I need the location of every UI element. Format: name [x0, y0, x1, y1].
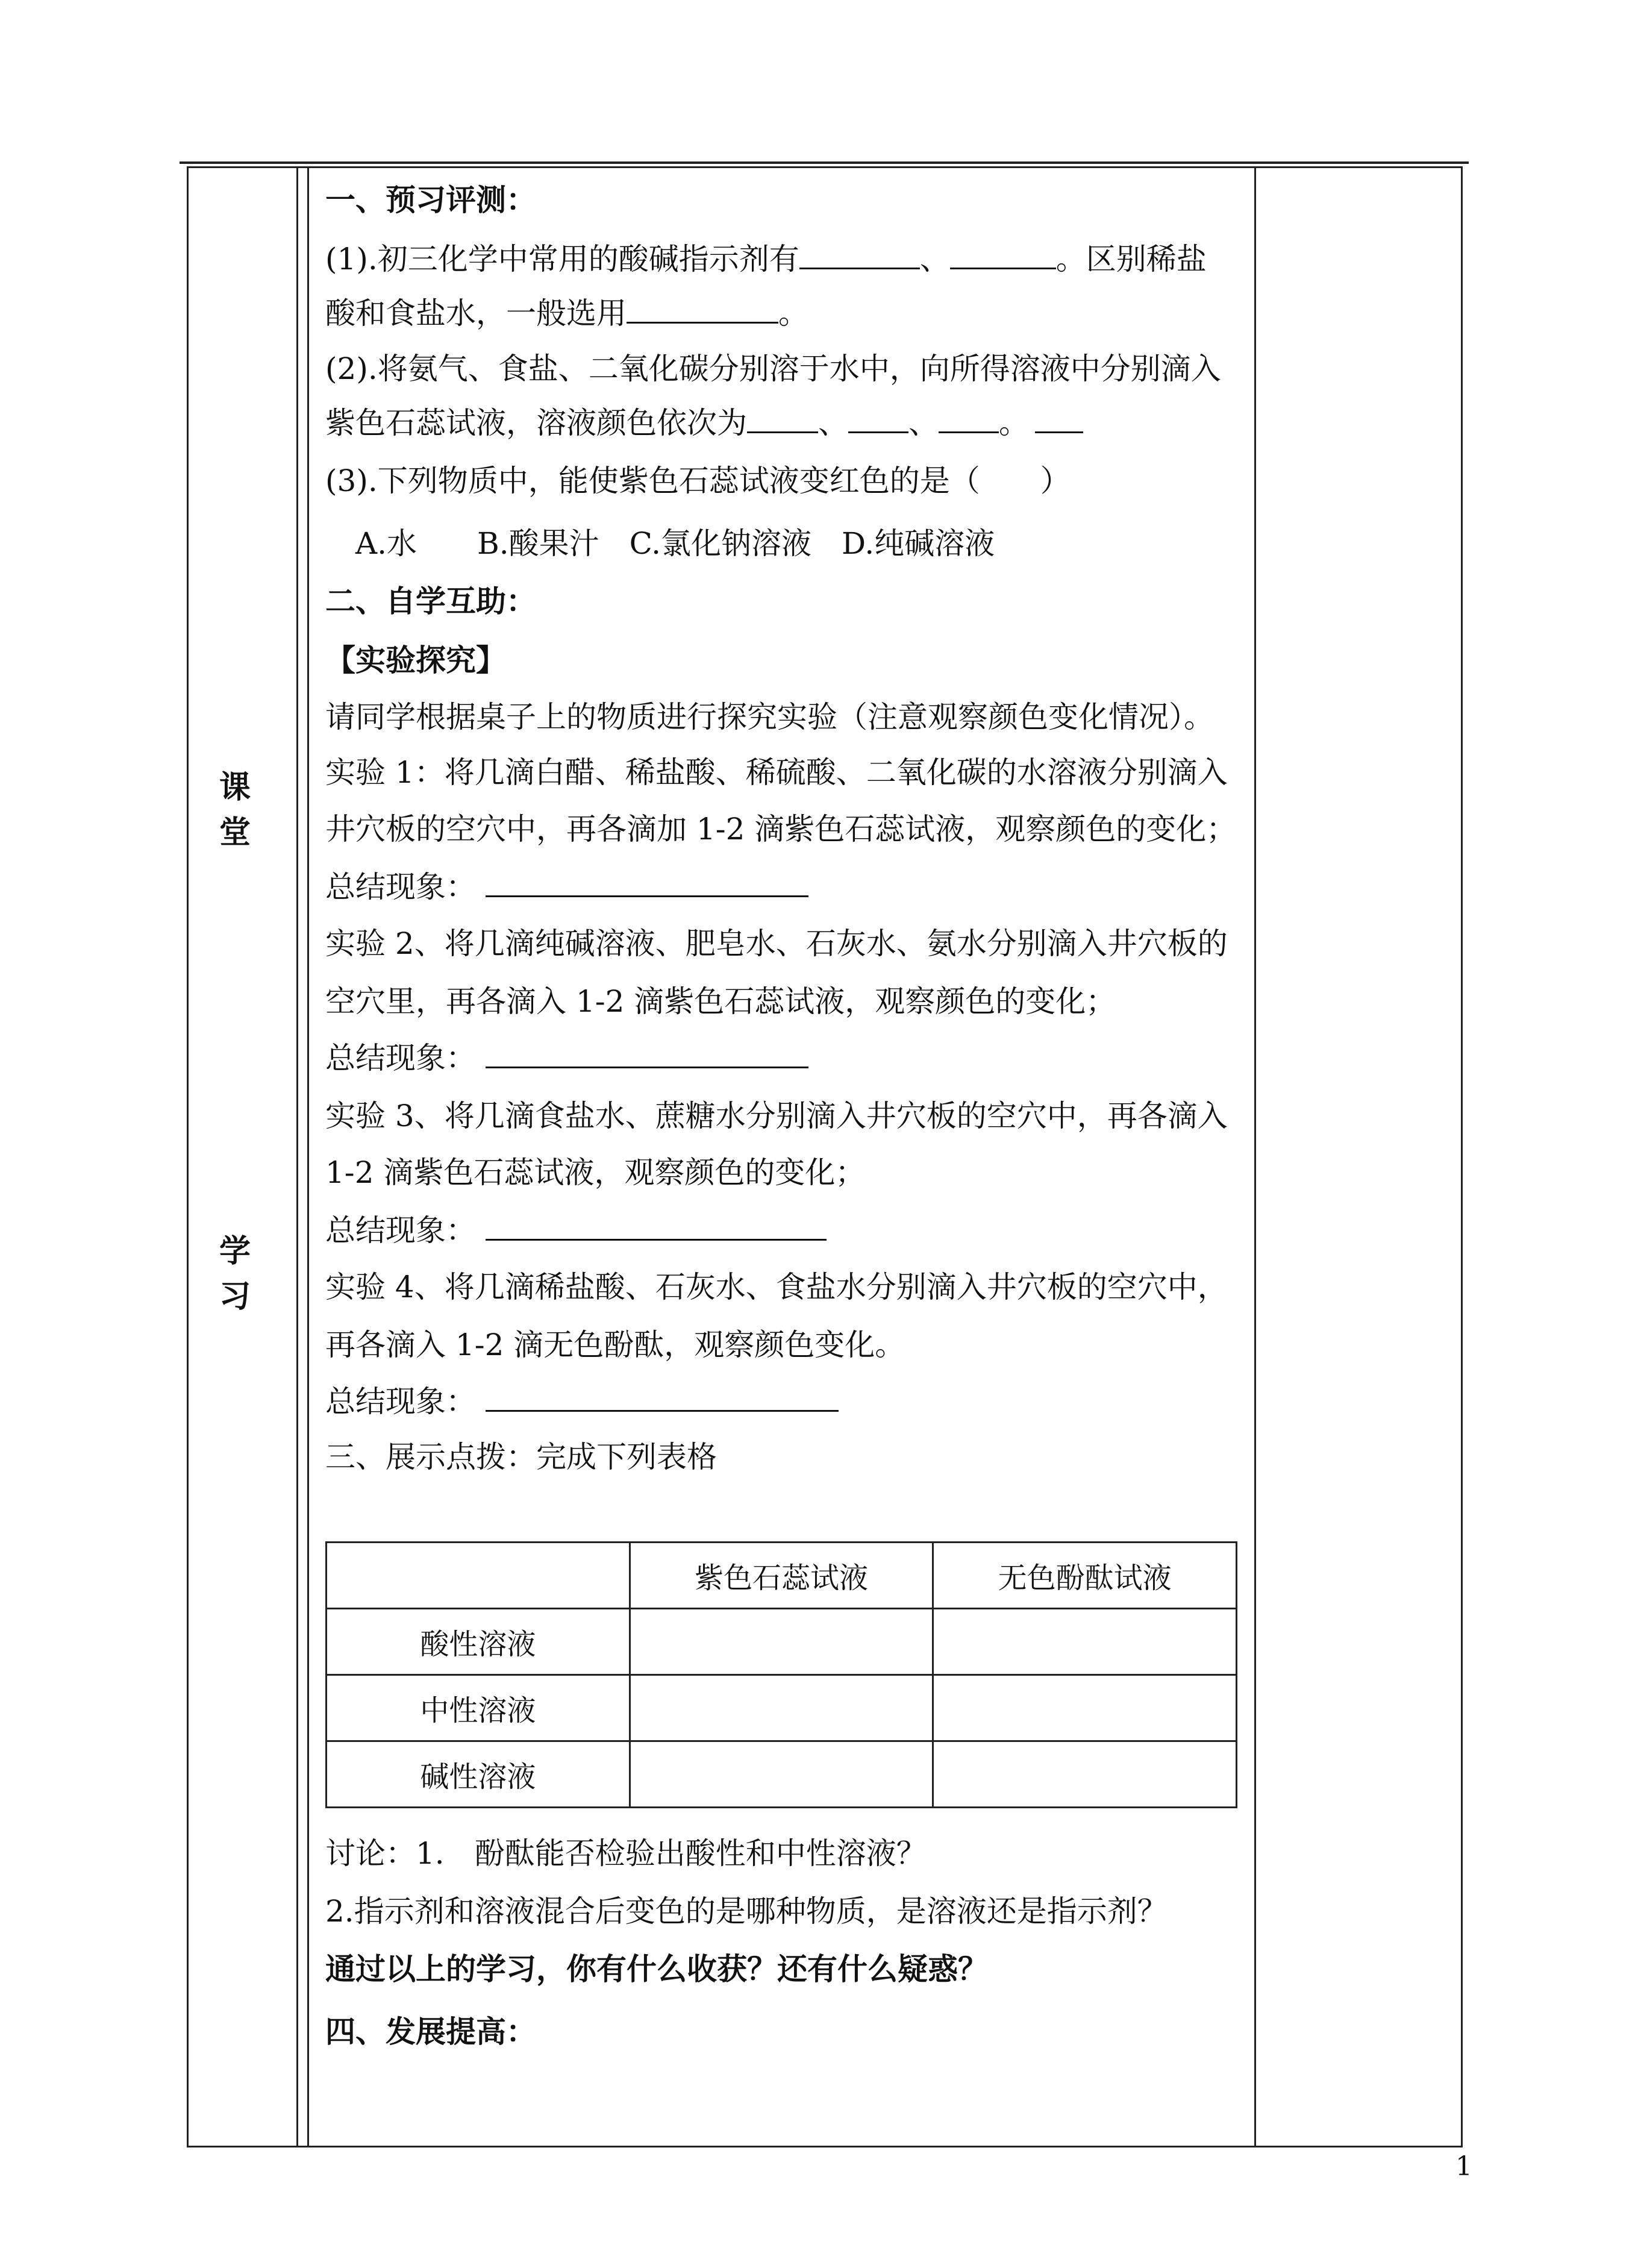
summary-answer-line[interactable]	[486, 869, 808, 897]
column-divider-right	[1254, 166, 1256, 2147]
experiment-3-line-1: 实验 3、将几滴食盐水、蔗糖水分别滴入井穴板的空穴中，再各滴入	[325, 1098, 1228, 1133]
summary-2	[325, 1040, 808, 1076]
experiment-2-line-1: 实验 2、将几滴纯碱溶液、肥皂水、石灰水、氨水分别滴入井穴板的	[325, 926, 1228, 961]
table-header-cell	[327, 1543, 630, 1609]
table-header-row	[327, 1543, 1237, 1609]
summary-answer-line[interactable]	[486, 1040, 808, 1068]
table-row	[327, 1741, 1237, 1808]
question-1-text-d: 。	[778, 296, 808, 331]
separator: 、	[818, 406, 848, 440]
side-label-top: 课 堂	[219, 769, 263, 851]
table-answer-cell[interactable]	[933, 1675, 1237, 1741]
table-row-label: 碱性溶液	[327, 1741, 630, 1808]
experiment-1-line-1: 实验 1：将几滴白醋、稀盐酸、稀硫酸、二氧化碳的水溶液分别滴入	[325, 755, 1228, 790]
question-1-text-c: 酸和食盐水，一般选用	[325, 296, 627, 331]
page-number: 1	[1455, 2151, 1472, 2182]
experiment-intro: 请同学根据桌子上的物质进行探究实验（注意观察颜色变化情况）。	[325, 700, 1214, 735]
summary-label: 总结现象：	[325, 869, 476, 904]
summary-label: 总结现象：	[325, 1041, 476, 1076]
question-2-line-2	[325, 405, 1083, 441]
summary-3	[325, 1212, 827, 1248]
table-answer-cell[interactable]	[933, 1741, 1237, 1808]
experiment-4-line-1: 实验 4、将几滴稀盐酸、石灰水、食盐水分别滴入井穴板的空穴中，	[325, 1270, 1228, 1305]
summary-label: 总结现象：	[325, 1213, 476, 1248]
table-row-label: 中性溶液	[327, 1675, 630, 1741]
question-1-line-1	[325, 241, 1207, 277]
question-2-line-1: (2).将氨气、食盐、二氧化碳分别溶于水中，向所得溶液中分别滴入	[325, 351, 1221, 386]
separator: 、	[919, 242, 950, 277]
header-rule	[180, 161, 1469, 164]
table-answer-cell[interactable]	[630, 1741, 933, 1808]
experiment-1-line-2: 井穴板的空穴中，再各滴加 1-2 滴紫色石蕊试液，观察颜色的变化；	[325, 812, 1237, 847]
table-answer-cell[interactable]	[630, 1675, 933, 1741]
answer-blank[interactable]	[799, 241, 920, 269]
experiment-4-line-2: 再各滴入 1-2 滴无色酚酞，观察颜色变化。	[325, 1327, 905, 1362]
section1-heading: 一、预习评测：	[325, 182, 536, 218]
column-divider-left-inner	[307, 166, 309, 2147]
discussion-2: 2.指示剂和溶液混合后变色的是哪种物质，是溶液还是指示剂？	[325, 1894, 1168, 1929]
answer-blank[interactable]	[747, 405, 818, 433]
experiment-2-line-2: 空穴里，再各滴入 1-2 滴紫色石蕊试液，观察颜色的变化；	[325, 984, 1116, 1019]
section3-heading: 三、展示点拨：完成下列表格	[325, 1439, 717, 1474]
column-divider-left	[296, 166, 298, 2147]
answer-blank[interactable]	[1035, 405, 1083, 433]
experiment-3-line-2: 1-2 滴紫色石蕊试液，观察颜色的变化；	[325, 1155, 866, 1190]
discussion-1: 讨论：1. 酚酞能否检验出酸性和中性溶液？	[325, 1836, 927, 1871]
summary-answer-line[interactable]	[486, 1383, 839, 1412]
answer-blank[interactable]	[939, 405, 999, 433]
reflection-prompt: 通过以上的学习，你有什么收获？还有什么疑惑？	[325, 1951, 988, 1987]
answer-blank[interactable]	[950, 241, 1056, 269]
question-1-text-a: (1).初三化学中常用的酸碱指示剂有	[325, 242, 799, 277]
summary-label: 总结现象：	[325, 1384, 476, 1419]
question-3-options: A.水 B.酸果汁 C.氯化钠溶液 D.纯碱溶液	[355, 526, 995, 561]
summary-1	[325, 869, 808, 905]
section4-heading: 四、发展提高：	[325, 2014, 536, 2049]
answer-blank[interactable]	[848, 405, 908, 433]
question-1-text-b: 。区别稀盐	[1055, 242, 1207, 277]
summary-answer-line[interactable]	[486, 1212, 827, 1241]
table-row-label: 酸性溶液	[327, 1609, 630, 1675]
question-2-end: 。	[999, 406, 1029, 440]
table-header-cell: 无色酚酞试液	[933, 1543, 1237, 1609]
indicator-table	[325, 1541, 1237, 1808]
table-answer-cell[interactable]	[933, 1609, 1237, 1675]
table-header-cell: 紫色石蕊试液	[630, 1543, 933, 1609]
table-row	[327, 1675, 1237, 1741]
side-label-bottom: 学 习	[219, 1233, 263, 1315]
question-3: (3).下列物质中，能使紫色石蕊试液变红色的是（ ）	[325, 463, 1071, 498]
section2-heading: 二、自学互助：	[325, 583, 536, 619]
answer-blank[interactable]	[627, 295, 778, 324]
separator: 、	[908, 406, 939, 440]
question-1-line-2	[325, 295, 808, 331]
question-2-text-b: 紫色石蕊试液，溶液颜色依次为	[325, 406, 747, 440]
table-answer-cell[interactable]	[630, 1609, 933, 1675]
experiment-heading: 【实验探究】	[325, 642, 506, 678]
table-row	[327, 1609, 1237, 1675]
summary-4	[325, 1383, 839, 1420]
